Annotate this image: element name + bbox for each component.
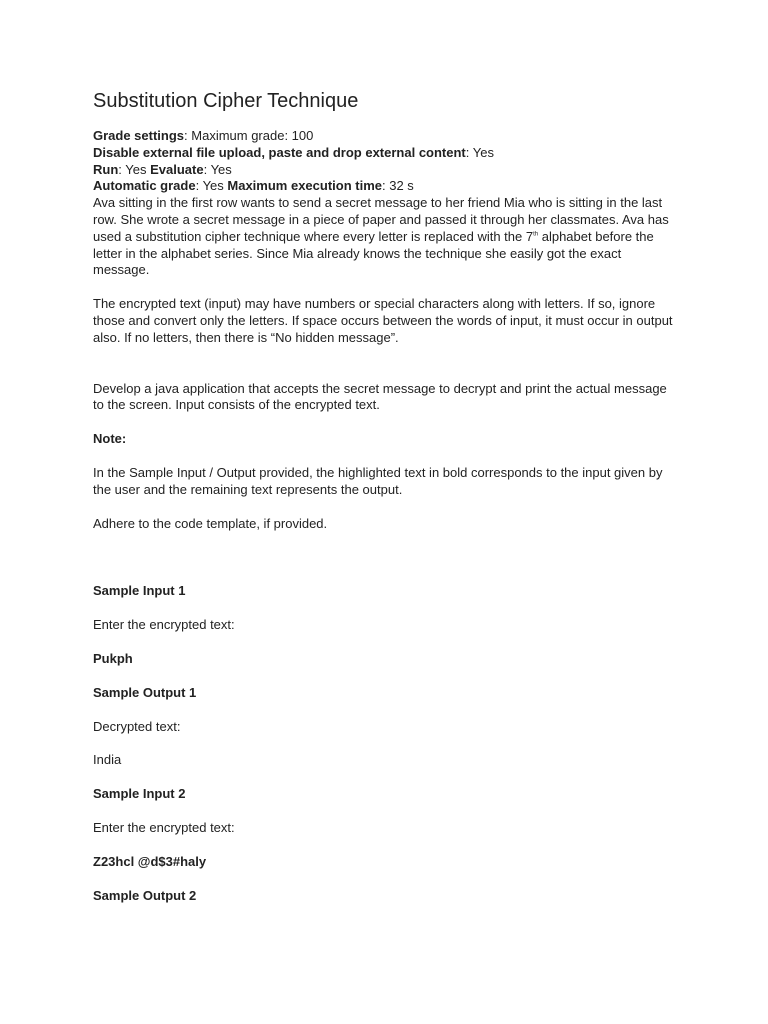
exec-time-label: Maximum execution time [227, 178, 382, 194]
description-paragraph-2: The encrypted text (input) may have numbers or special characters along with letters. If so, ignore those and convert only the letters. If space occurs between the words of input, it must occur in output also. If no letters, then there is “No hidden message”. [93, 296, 673, 345]
autograde-label: Automatic grade [93, 178, 196, 194]
disable-upload-label: Disable external file upload, paste and drop external content [93, 144, 466, 160]
note-label: Note: [93, 431, 127, 447]
run-value: : Yes [118, 161, 151, 177]
sample-output-1-label: Decrypted text: [93, 718, 181, 734]
description-text-b: alphabet before the letter in the alphabet series. Since Mia already knows the technique she easily got the exact message. [93, 228, 654, 278]
sample-output-1-heading [93, 685, 678, 702]
sample-input-2-heading [93, 786, 678, 803]
sample-output-2-heading [93, 888, 678, 905]
description-paragraph-3: Develop a java application that accepts the secret message to decrypt and print the actual message to the screen. Input consists of the encrypted text. [93, 380, 667, 413]
note-heading [93, 431, 678, 448]
sample-output-1-heading-text: Sample Output 1 [93, 684, 197, 700]
sample-input-1-value [93, 651, 678, 668]
ordinal-superscript: th [533, 231, 539, 238]
sample-input-2-value [93, 854, 678, 871]
sample-output-2-heading-text: Sample Output 2 [93, 887, 197, 903]
description-text-a: Ava sitting in the first row wants to send a secret message to her friend Mia who is sitting in the last row. She wrote a secret message in a piece of paper and passed it through her classmates. Ava has used a substitution cipher technique where every letter is replaced with the 7 [93, 195, 669, 244]
sample-input-2-value-text: Z23hcl @d$3#haly [93, 853, 207, 869]
run-label: Run [93, 161, 119, 177]
exec-time-value: : 32 s [382, 178, 414, 194]
sample-input-1-value-text: Pukph [93, 650, 133, 666]
autograde-value: : Yes [195, 178, 228, 194]
sample-input-2-prompt: Enter the encrypted text: [93, 819, 235, 835]
evaluate-value: : Yes [203, 161, 232, 177]
grade-settings-value: : Maximum grade: 100 [184, 128, 314, 143]
autograde-line [93, 178, 678, 195]
sample-input-1-prompt: Enter the encrypted text: [93, 617, 235, 633]
description-paragraph-5: Adhere to the code template, if provided. [93, 515, 328, 531]
sample-input-1-heading-text: Sample Input 1 [93, 583, 186, 599]
evaluate-label: Evaluate [150, 161, 204, 177]
sample-input-1-heading [93, 583, 678, 600]
description-paragraph-1 [93, 195, 678, 279]
sample-input-2-heading-text: Sample Input 2 [93, 786, 186, 802]
grade-settings-label: Grade settings [93, 128, 185, 143]
disable-upload-value: : Yes [465, 144, 494, 160]
run-evaluate-line [93, 162, 678, 179]
grade-settings-line [93, 128, 678, 145]
description-paragraph-4: In the Sample Input / Output provided, the highlighted text in bold corresponds to the input given by the user and the remaining text represents the output. [93, 464, 663, 497]
page-title: Substitution Cipher Technique [93, 90, 359, 112]
document-page [93, 88, 678, 904]
disable-upload-line [93, 145, 678, 162]
sample-output-1-value: India [93, 752, 122, 768]
